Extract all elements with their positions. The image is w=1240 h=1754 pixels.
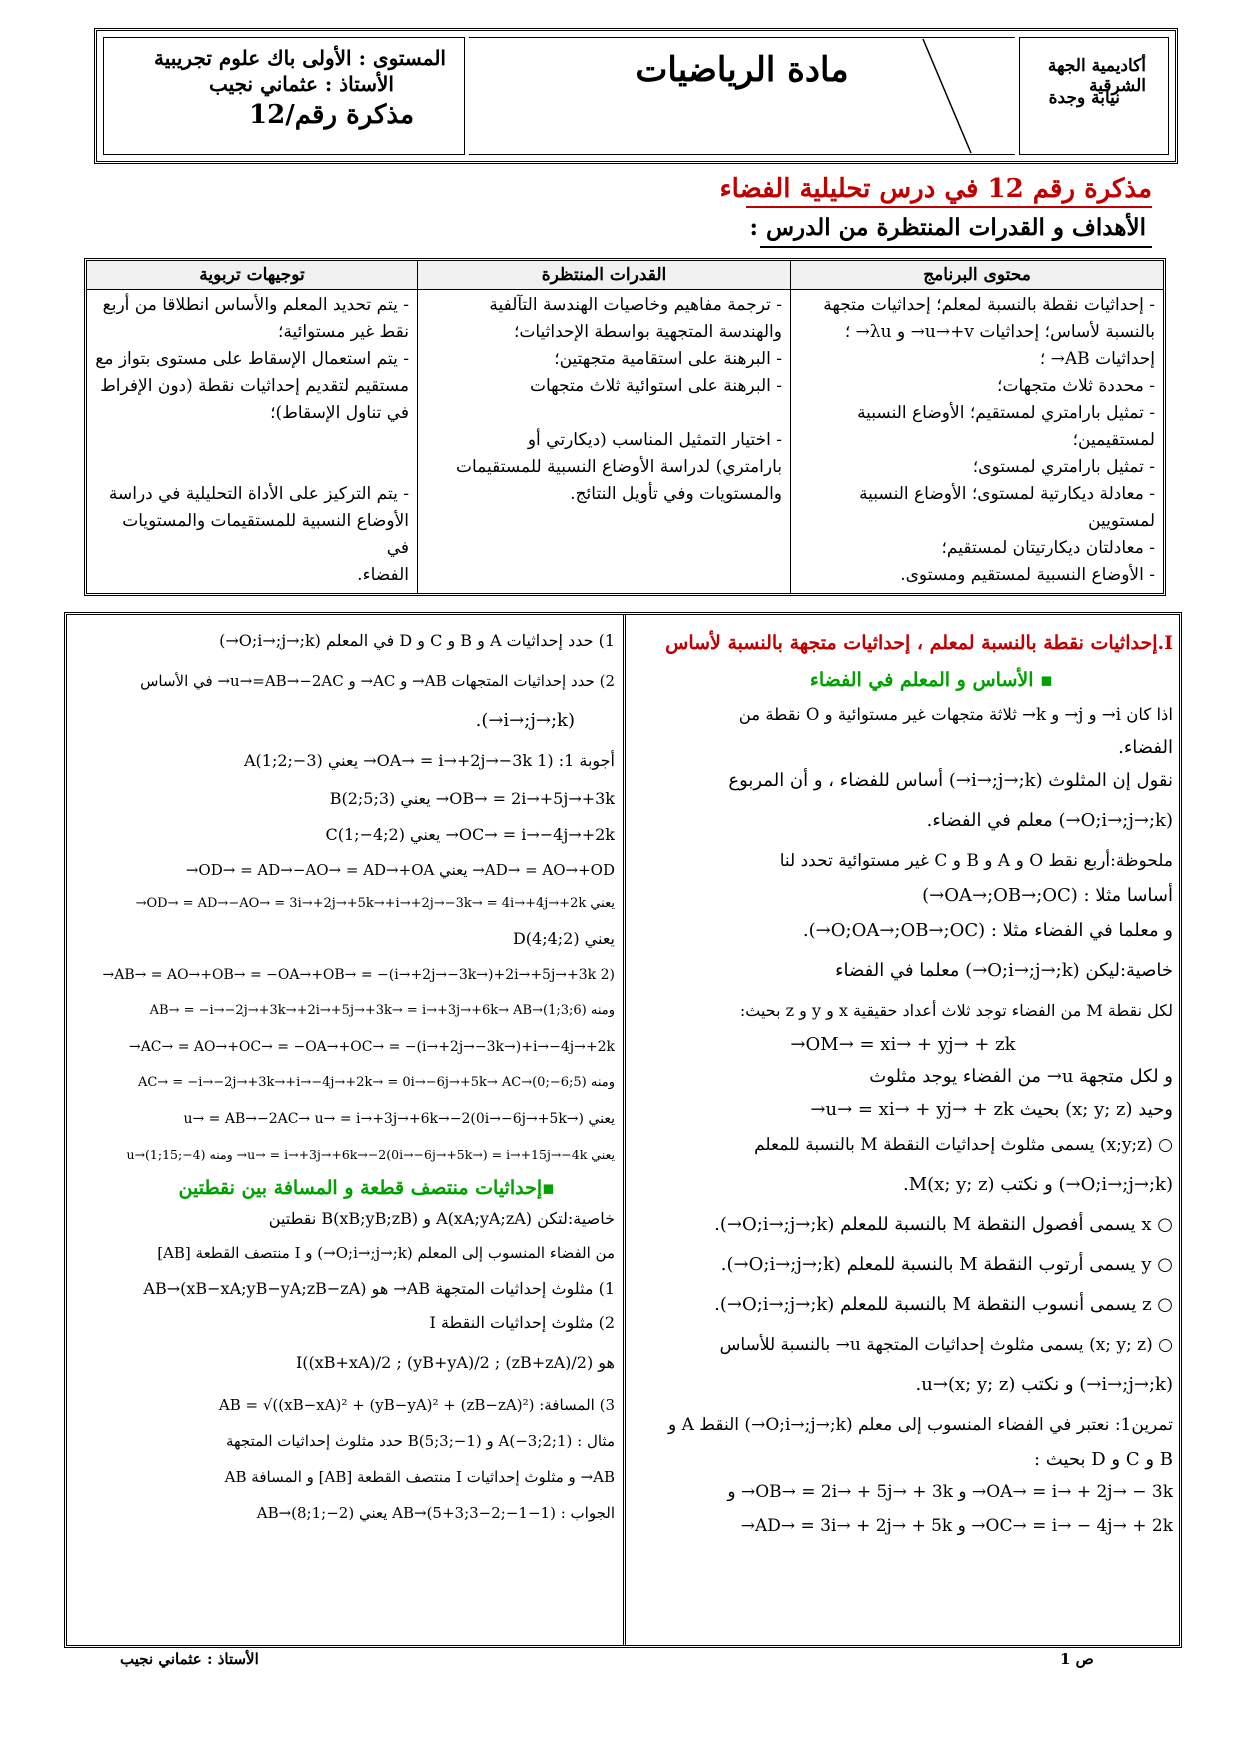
bullet-line: ○ y يسمى أرتوب النقطة M بالنسبة للمعلم (O;i→;j→;k→).	[720, 1254, 1173, 1275]
guidance-item: - يتم تحديد المعلم والأساس انطلاقا من أربع	[102, 295, 409, 315]
program-item: - محددة ثلاث متجهات؛	[997, 376, 1155, 396]
guidance-item: الأوضاع النسبية للمستقيمات والمستويات في	[122, 511, 409, 558]
text-line: (i→;j→;k→) و نكتب u→(x; y; z).	[915, 1374, 1173, 1395]
ability-item: بارامتري) لدراسة الأوضاع النسبية للمستقيمات	[455, 457, 782, 477]
header-teacher: الأستاذ : عثماني نجيب	[208, 72, 394, 96]
program-item: لمستقيمين؛	[1072, 430, 1155, 450]
program-column	[790, 261, 1163, 593]
header-level: المستوى : الأولى باك علوم تجريبية	[154, 46, 446, 70]
answer-line: ومنه AC→ = −i→−2j→+3k→+i→−4j→+2k→ = 0i→−6j→+5k→ AC→(0;−6;5)	[137, 1075, 615, 1090]
answer-line: يعني D(4;4;2)	[512, 929, 615, 948]
ability-item: - البرهنة على استوائية ثلاث متجهات	[529, 376, 782, 396]
property-line: خاصية:لتكن A(xA;yA;zA) و B(xB;yB;zB) نقطتين	[268, 1209, 615, 1228]
answer-line: يعني u→ = i→+3j→+6k→−2(0i→−6j→+5k→) = i→+15j→−4k→ ومنه u→(1;15;−4)	[126, 1147, 615, 1162]
objectives-title: الأهداف و القدرات المنتظرة من الدرس :	[749, 214, 1146, 241]
objectives-table	[84, 258, 1166, 596]
text-line: 1) مثلوث إحداثيات المتجهة AB→ هو AB→(xB−xA;yB−yA;zB−zA)	[143, 1279, 615, 1298]
memo-title-underline	[746, 206, 1152, 208]
guidance-item: مستقيم لتقديم إحداثيات نقطة (دون الإفراط	[100, 376, 409, 396]
header-academy: أكاديمية الجهة الشرقية	[1047, 56, 1146, 96]
text-line: B و C و D بحيث :	[1034, 1449, 1173, 1470]
guidance-item: في تناول الإسقاط)؛	[270, 403, 409, 423]
formula-line: 3) المسافة: AB = √((xB−xA)² + (yB−yA)² + (zB−zA)²)	[218, 1396, 615, 1414]
header-directorate: نيابة وجدة	[1048, 88, 1120, 108]
formula-line: OC→ = i→ − 4j→ + 2k→ و AD→ = 3i→ + 2j→ + 5k→	[740, 1516, 1173, 1536]
bullet-line: ○ z يسمى أنسوب النقطة M بالنسبة للمعلم (O;i→;j→;k→).	[714, 1294, 1173, 1315]
ability-item: - اختيار التمثيل المناسب (ديكارتي أو	[527, 430, 782, 450]
guidance-spacer	[95, 427, 409, 481]
answer-line: يعني u→ = AB→−2AC→ u→ = i→+3j→+6k→−2(0i→−6j→+5k→)	[183, 1111, 615, 1127]
formula-line: OM→ = xi→ + yj→ + zk→	[790, 1034, 1016, 1055]
text-line: الفضاء.	[1118, 737, 1173, 758]
text-line: لكل نقطة M من الفضاء توجد ثلاث أعداد حقيقية x و y و z بحيث:	[739, 1001, 1173, 1020]
ability-item: - ترجمة مفاهيم وخاصيات الهندسة التآلفية	[489, 295, 782, 315]
example-line: مثال : A(−3;2;1) و B(5;3;−1) حدد مثلوث إحداثيات المتجهة	[225, 1432, 615, 1450]
guidance-item: - يتم التركيز على الأداة التحليلية في دراسة	[108, 484, 409, 504]
ability-item: - البرهنة على استقامية متجهتين؛	[554, 349, 782, 369]
text-line: أساسا مثلا : (OA→;OB→;OC→)	[922, 885, 1173, 906]
bullet-line: ○ x يسمى أفصول النقطة M بالنسبة للمعلم (O;i→;j→;k→).	[714, 1214, 1173, 1235]
program-item: - معادلتان ديكارتيتان لمستقيم؛	[941, 538, 1155, 558]
answer-line: الجواب : AB→(5+3;3−2;−1−1) يعني AB→(8;1;−2)	[256, 1504, 615, 1522]
answer-line: يعني OD→ = AD→−AO→ = 3i→+2j→+5k→+i→+2j→−3k→ = 4i→+4j→+2k→	[135, 896, 615, 911]
program-item: إحداثيات AB→ ؛	[1039, 349, 1155, 369]
page-number: ص 1	[1060, 1650, 1094, 1668]
formula-line: OA→ = i→ + 2j→ − 3k→ و OB→ = 2i→ + 5j→ + 3k→ و	[727, 1482, 1173, 1502]
section-heading: I.إحداثيات نقطة بالنسبة لمعلم ، إحداثيات متجهة بالنسبة لأساس	[665, 632, 1173, 654]
ability-item: والمستويات وفي تأويل النتائج.	[570, 484, 782, 504]
ability-spacer	[426, 400, 782, 427]
text-line: و معلما في الفضاء مثلا : (O;OA→;OB→;OC→).	[802, 920, 1173, 941]
document-header	[94, 28, 1178, 164]
text-line: وحيد (x; y; z) بحيث u→ = xi→ + yj→ + zk→	[810, 1099, 1173, 1120]
text-line: 2) مثلوث إحداثيات النقطة I	[429, 1313, 615, 1332]
abilities-header: القدرات المنتظرة	[418, 261, 790, 290]
property-line: خاصية:ليكن (O;i→;j→;k→) معلما في الفضاء	[835, 960, 1173, 981]
header-subject: مادة الرياضيات	[635, 50, 849, 90]
guidance-header: توجيهات تربوية	[87, 261, 417, 290]
header-memo-number: مذكرة رقم/12	[249, 100, 414, 130]
abilities-column	[417, 261, 790, 593]
footer-teacher: الأستاذ : عثماني نجيب	[120, 1650, 259, 1668]
subsection-heading: ▪إحداثيات منتصف قطعة و المسافة بين نقطتين	[178, 1177, 555, 1199]
header-level-box	[103, 37, 465, 155]
text-line: (O;i→;j→;k→) معلم في الفضاء.	[926, 810, 1173, 831]
text-line: (O;i→;j→;k→) و نكتب M(x; y; z).	[902, 1174, 1173, 1195]
program-item: - تمثيل بارامتري لمستوى؛	[972, 457, 1155, 477]
left-column	[75, 621, 615, 1639]
ability-item: والهندسة المتجهية بواسطة الإحداثيات؛	[513, 322, 782, 342]
program-item: - معادلة ديكارتية لمستوى؛ الأوضاع النسبية	[859, 484, 1155, 504]
answer-line: OB→ = 2i→+5j→+3k→ يعني B(2;5;3)	[329, 789, 615, 808]
memo-title: مذكرة رقم 12 في درس تحليلية الفضاء	[719, 174, 1152, 204]
example-line: AB→ و مثلوث إحداثيات I منتصف القطعة [AB] و المسافة AB	[224, 1468, 615, 1486]
objectives-title-underline	[760, 246, 1152, 248]
answer-line: AC→ = AO→+OC→ = −OA→+OC→ = −(i→+2j→−3k→)+i→−4j→+2k→	[128, 1039, 615, 1055]
text-line: و لكل متجهة u→ من الفضاء يوجد مثلوث	[869, 1066, 1173, 1087]
program-item: لمستويين	[1088, 511, 1155, 531]
guidance-item: الفضاء.	[357, 565, 409, 585]
text-line: نقول إن المثلوث (i→;j→;k→) أساس للفضاء ، و أن المربوع	[728, 770, 1173, 791]
program-item: - إحداثيات نقطة بالنسبة لمعلم؛ إحداثيات متجهة	[823, 295, 1155, 315]
guidance-column	[87, 261, 417, 593]
header-diagonal-divider	[919, 37, 979, 155]
text-line: (i→;j→;k→).	[475, 710, 575, 731]
program-header: محتوى البرنامج	[791, 261, 1163, 290]
guidance-item: - يتم استعمال الإسقاط على مستوى بتواز مع	[95, 349, 409, 369]
answer-line: ومنه AB→ = −i→−2j→+3k→+2i→+5j→+3k→ = i→+3j→+6k→ AB→(1;3;6)	[149, 1003, 615, 1018]
answer-line: AD→ = AO→+OD→ يعني OD→ = AD→−AO→ = AD→+OA→	[185, 861, 615, 879]
bullet-line: ○ (x;y;z) يسمى مثلوث إحداثيات النقطة M بالنسبة للمعلم	[754, 1135, 1173, 1155]
answer-line: أجوبة 1: (1 OA→ = i→+2j→−3k→ يعني A(1;2;−3)	[243, 751, 615, 770]
subsection-heading: ▪ الأساس و المعلم في الفضاء	[809, 669, 1053, 691]
text-line: اذا كان i→ و j→ و k→ ثلاثة متجهات غير مستوائية و O نقطة من	[738, 705, 1173, 724]
program-item: بالنسبة لأساس؛ إحداثيات u→+v→ و λu→ ؛	[844, 322, 1155, 342]
header-academy-box	[1019, 37, 1169, 155]
right-column	[633, 621, 1173, 1639]
formula-line: هو I((xB+xA)/2 ; (yB+yA)/2 ; (zB+zA)/2)	[295, 1353, 615, 1372]
question-line: 1) حدد إحداثيات A و B و C و D في المعلم (O;i→;j→;k→)	[219, 631, 615, 650]
guidance-item: نقط غير مستوائية؛	[278, 322, 409, 342]
lesson-content	[64, 612, 1182, 1648]
question-line: 2) حدد إحداثيات المتجهات AB→ و AC→ و u→=AB→−2AC→ في الأساس	[140, 672, 615, 690]
bullet-line: ○ (x; y; z) يسمى مثلوث إحداثيات المتجهة u→ بالنسبة للأساس	[719, 1335, 1173, 1355]
note-line: ملحوظة:أربع نقط O و A و B و C غير مستوائية تحدد لنا	[779, 851, 1173, 871]
text-line: من الفضاء المنسوب إلى المعلم (O;i→;j→;k→) و I منتصف القطعة [AB]	[157, 1244, 615, 1262]
program-item: - الأوضاع النسبية لمستقيم ومستوى.	[900, 565, 1155, 585]
column-divider	[623, 615, 626, 1645]
answer-line: (2 AB→ = AO→+OB→ = −OA→+OB→ = −(i→+2j→−3k→)+2i→+5j→+3k→	[102, 967, 615, 983]
program-item: - تمثيل بارامتري لمستقيم؛ الأوضاع النسبية	[857, 403, 1155, 423]
answer-line: OC→ = i→−4j→+2k→ يعني C(1;−4;2)	[325, 825, 615, 844]
exercise-line: تمرين1: نعتبر في الفضاء المنسوب إلى معلم (O;i→;j→;k→) النقط A و	[667, 1415, 1173, 1435]
